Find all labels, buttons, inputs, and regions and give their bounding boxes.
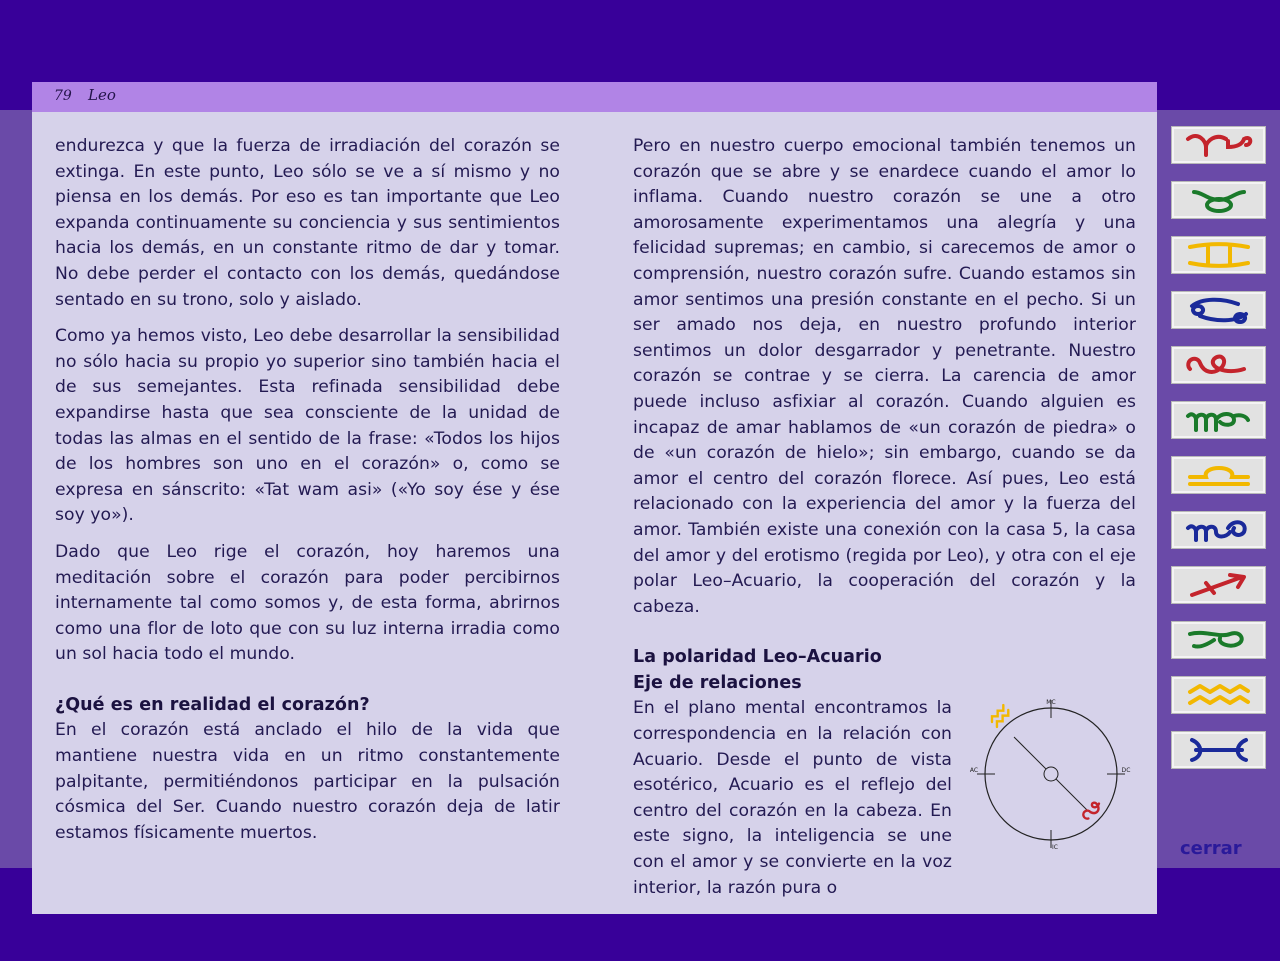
leo-icon <box>1184 351 1254 379</box>
chapter-title: Leo <box>88 86 116 104</box>
pisces-icon <box>1184 736 1254 764</box>
paragraph: Como ya hemos visto, Leo debe desarrollar la sensibilidad no sólo hacia su propio yo superior sino también hacia el de sus semejantes. Esta refinada sensibilidad debe expandirse hasta que sea consciente de la unidad de todas las almas en el sentido de la frase: «Todos los hijos de los hombres son uno en el corazón» o, como se expresa en sánscrito: «Tat wam asi» («Yo soy ése y ése soy yo»). <box>55 326 560 526</box>
zodiac-button-virgo[interactable] <box>1171 401 1266 439</box>
paragraph: Pero en nuestro cuerpo emocional también tenemos un corazón que se abre y se enardece cuando el amor lo inflama. Cuando nuestro corazón se une a otro amorosamente experimentamos una alegría y una felicidad supremas; en cambio, si carecemos de amor o comprensión, nuestro corazón sufre. Cuando estamos sin amor sentimos una presión constante en el pecho. Si un ser amado nos deja, en nuestro profundo interior sentimos un dolor desgarrador y penetrante. Nuestro corazón se contrae y se cierra. La carencia de amor puede incluso asfixiar al corazón. Cuando alguien es incapaz de amar hablamos de «un corazón de piedra» o de «un corazón de hielo»; sin embargo, cuando se da amor el centro del corazón florece. Así pues, Leo está relacionado con la experiencia del amor y la fuerza del amor. También existe una conexión con la casa 5, la casa del amor y del erotismo (regida por Leo), y otra con el eje polar Leo–Acuario, la cooperación del corazón y la cabeza. <box>633 136 1136 617</box>
section-heading: La polaridad Leo–Acuario <box>633 647 882 668</box>
capricorn-icon <box>1184 626 1254 654</box>
page-number: 79 <box>54 88 72 104</box>
chart-label-ic: IC <box>1051 844 1059 852</box>
left-column <box>55 134 560 857</box>
chart-label-dc: DC <box>1121 767 1131 775</box>
libra-icon <box>1184 461 1254 489</box>
page-header <box>32 82 1157 112</box>
zodiac-button-scorpio[interactable] <box>1171 511 1266 549</box>
right-column <box>633 134 1136 901</box>
paragraph: En el plano mental encontramos la correspondencia en la relación con Acuario. Desde el punto de vista esotérico, Acuario es el reflejo del centro del corazón en la cabeza. En este signo, la inteligencia se une con el amor y se convierte en la voz interior, la razón pura o <box>633 698 952 898</box>
zodiac-button-leo[interactable] <box>1171 346 1266 384</box>
leo-glyph-icon <box>1081 801 1102 822</box>
zodiac-button-capricorn[interactable] <box>1171 621 1266 659</box>
virgo-icon <box>1184 406 1254 434</box>
book-page <box>32 82 1157 914</box>
zodiac-button-gemini[interactable] <box>1171 236 1266 274</box>
paragraph: Dado que Leo rige el corazón, hoy haremos una meditación sobre el corazón para poder percibirnos internamente tal como somos y, de esta forma, abrirnos como una flor de loto que con su luz interna irradia como un sol hacia todo el mundo. <box>55 541 560 665</box>
zodiac-button-pisces[interactable] <box>1171 731 1266 769</box>
gemini-icon <box>1184 241 1254 269</box>
zodiac-button-taurus[interactable] <box>1171 181 1266 219</box>
chart-label-mc: MC <box>1046 699 1056 707</box>
paragraph: endurezca y que la fuerza de irradiación del corazón se extinga. En este punto, Leo sólo se ve a sí mismo y no piensa en los demás. Por eso es tan importante que Leo expanda continuamente su conciencia y sus sentimientos hacia los demás, en un constante ritmo de dar y tomar. No debe perder el contacto con los demás, quedándose sentado en su trono, solo y aislado. <box>55 136 560 310</box>
leo-aquarius-axis-chart <box>966 694 1136 863</box>
zodiac-button-aquarius[interactable] <box>1171 676 1266 714</box>
cancer-icon <box>1184 296 1254 324</box>
scorpio-icon <box>1184 516 1254 544</box>
aries-icon <box>1184 131 1254 159</box>
sagittarius-icon <box>1184 571 1254 599</box>
zodiac-button-aries[interactable] <box>1171 126 1266 164</box>
chart-label-ac: AC <box>969 767 979 775</box>
zodiac-button-cancer[interactable] <box>1171 291 1266 329</box>
section-heading: ¿Qué es en realidad el corazón? <box>55 694 370 715</box>
paragraph: En el corazón está anclado el hilo de la vida que mantiene nuestra vida en un ritmo constantemente palpitante, permitiéndonos participar en la pulsación cósmica del Ser. Cuando nuestro corazón deja de latir estamos físicamente muertos. <box>55 720 560 843</box>
taurus-icon <box>1184 186 1254 214</box>
zodiac-button-sagittarius[interactable] <box>1171 566 1266 604</box>
zodiac-button-libra[interactable] <box>1171 456 1266 494</box>
section-subheading: Eje de relaciones <box>633 672 802 693</box>
close-button[interactable]: cerrar <box>1180 838 1242 859</box>
aquarius-icon <box>1184 681 1254 709</box>
